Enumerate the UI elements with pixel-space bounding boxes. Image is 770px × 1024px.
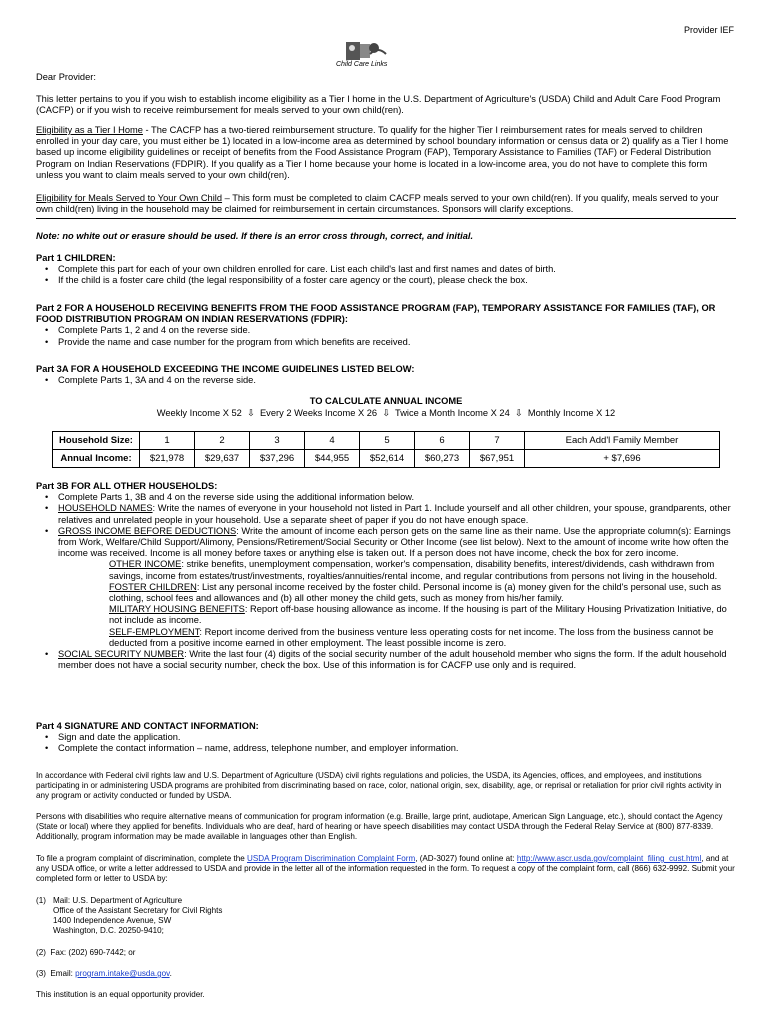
income-cell: $29,637 <box>195 450 250 468</box>
each-additional-value: + $7,696 <box>525 450 720 468</box>
other-income-item <box>109 559 736 581</box>
complaint-url-link[interactable]: http://www.ascr.usda.gov/complaint_filing_cust.html <box>516 854 702 863</box>
household-names-label: HOUSEHOLD NAMES <box>58 503 153 514</box>
part1-list <box>36 264 736 286</box>
table-row <box>53 432 720 450</box>
own-child-text: – This form must be completed to claim CACFP meals served to your own child(ren). If you qualify, meals served to your own child(ren) living in the household may be claimed for reimbursement in certain circumstances. Sponsors will clarify exceptions. <box>36 193 719 215</box>
list-item <box>58 526 736 649</box>
foster-children-item <box>109 582 736 604</box>
income-table <box>52 431 720 468</box>
size-cell: 7 <box>470 432 525 450</box>
part3b-list <box>36 492 736 671</box>
ssn-text: : Write the last four (4) digits of the social security number of the adult household member who signs the form. If the adult household member does not have a social security number, check the box. Use of this information is for CACFP use only and is required. <box>58 649 727 671</box>
child-care-links-logo <box>334 40 390 76</box>
part4-heading: Part 4 SIGNATURE AND CONTACT INFORMATION: <box>36 721 259 731</box>
part3b-heading: Part 3B FOR ALL OTHER HOUSEHOLDS: <box>36 481 218 491</box>
military-housing-text: : Report off-base housing allowance as income. If the housing is part of the Military Housing Privatization Initiative, do not include as income. <box>109 604 727 626</box>
email-link[interactable]: program.intake@usda.gov <box>75 969 170 978</box>
size-cell: 6 <box>415 432 470 450</box>
list-item: • If the child is a foster care child (the legal responsibility of a foster care agency or the court), please check the box. <box>58 275 736 286</box>
military-housing-label: MILITARY HOUSING BENEFITS <box>109 604 245 615</box>
income-cell: $21,978 <box>140 450 195 468</box>
email-label: (3) Email: <box>36 969 76 978</box>
list-item: • Complete the contact information – name, address, telephone number, and employer information. <box>58 743 736 754</box>
foster-children-text: : List any personal income received by the foster child. Personal income is (a) money given for the child's personal use, such as clothing, school fees and allowances and (b) all other money the child gets, such as money from his/her family. <box>109 581 722 604</box>
part3a-section <box>36 364 736 386</box>
equal-opportunity-statement: This institution is an equal opportunity provider. <box>36 990 205 999</box>
salutation: Dear Provider: <box>36 72 96 82</box>
military-housing-item <box>109 604 736 626</box>
annual-income-label: Annual Income: <box>53 450 140 468</box>
list-item: • Complete Parts 1, 3B and 4 on the reverse side using the additional information below. <box>58 492 736 503</box>
ssn-label: SOCIAL SECURITY NUMBER <box>58 649 185 660</box>
income-cell: $37,296 <box>250 450 305 468</box>
income-cell: $67,951 <box>470 450 525 468</box>
income-cell: $44,955 <box>305 450 360 468</box>
other-income-label: OTHER INCOME <box>109 559 182 570</box>
part4-list <box>36 732 736 754</box>
size-cell: 5 <box>360 432 415 450</box>
part3b-section <box>36 481 736 671</box>
civil-rights-statement: In accordance with Federal civil rights law and U.S. Department of Agriculture (USDA) civil rights regulations and policies, the USDA, its Agencies, offices, and employees, and institutions participating in or administering USDA programs are prohibited from discriminating based on race, color, national origin, sex, disability, age, or reprisal or retaliation for prior civil rights activity in any program or activity conducted or funded by USDA. <box>36 771 722 800</box>
email-period: . <box>169 969 172 978</box>
part1-section <box>36 253 736 287</box>
mail-block <box>36 896 736 906</box>
calc-heading: TO CALCULATE ANNUAL INCOME <box>309 396 463 406</box>
divider <box>36 218 736 219</box>
mail-line-2: Office of the Assistant Secretary for Civil Rights <box>53 906 223 915</box>
list-item: • Complete this part for each of your own children enrolled for care. List each child's last and first names and dates of birth. <box>58 264 736 275</box>
mail-line-3: 1400 Independence Avenue, SW <box>53 916 172 925</box>
complaint-form-link[interactable]: USDA Program Discrimination Complaint Form <box>246 854 416 863</box>
intro-paragraph: This letter pertains to you if you wish to establish income eligibility as a Tier I home in the U.S. Department of Agriculture's (USDA) Child and Adult Care Food Program (CACFP) or if you wish to receive reimbursement for meals served to your own child(ren). <box>36 94 721 116</box>
complaint-paragraph <box>36 854 736 884</box>
calc-line: Weekly Income X 52 ⇩ Every 2 Weeks Income X 26 ⇩ Twice a Month Income X 24 ⇩ Monthly Income X 12 <box>156 408 616 418</box>
self-employment-label: SELF-EMPLOYMENT <box>109 626 200 637</box>
self-employment-item <box>109 627 736 649</box>
fax-line: (2) Fax: (202) 690-7442; or <box>36 948 136 957</box>
list-item: • Complete Parts 1, 3A and 4 on the reverse side. <box>58 375 736 386</box>
complaint-text-mid: , (AD-3027) found online at: <box>415 854 517 863</box>
size-cell: 2 <box>195 432 250 450</box>
list-item <box>58 503 736 525</box>
size-cell: 3 <box>250 432 305 450</box>
income-types <box>58 559 736 649</box>
list-item: • Sign and date the application. <box>58 732 736 743</box>
mail-number: (1) <box>36 896 46 905</box>
list-item <box>58 649 736 671</box>
part3a-heading: Part 3A FOR A HOUSEHOLD EXCEEDING THE INCOME GUIDELINES LISTED BELOW: <box>36 364 415 374</box>
tier1-paragraph <box>36 125 736 181</box>
part3a-list <box>36 375 736 386</box>
self-employment-text: : Report income derived from the business venture less operating costs for net income. The loss from the business cannot be deducted from a positive income earned in other employment. The least possible income is zero. <box>109 626 714 648</box>
gross-income-text: : Write the amount of income each person gets on the same line as their name. Use the appropriate column(s): Earnings from Work, Welfare/Child Support/Alimony, Pensions/Retirement/Social Security or Other Income (see list below). Next to the amount of income write how often the income was received. Income is all money before taxes or anything else is taken out. If a person does not have income, check the box for zero income. <box>58 525 731 559</box>
table-row <box>53 450 720 468</box>
tier1-heading: Eligibility as a Tier I Home <box>36 125 143 135</box>
mail-line-1: Mail: U.S. Department of Agriculture <box>53 896 183 905</box>
own-child-paragraph <box>36 193 736 215</box>
note: Note: no white out or erasure should be used. If there is an error cross through, correct, and initial. <box>36 231 474 241</box>
part4-section <box>36 721 736 755</box>
own-child-heading: Eligibility for Meals Served to Your Own Child <box>36 193 223 203</box>
complaint-text-post: , and at any USDA office, or write a letter addressed to USDA and provide in the letter all of the information requested in the form. To request a copy of the complaint form, call (866) 632-9992. Submit your completed form or letter to USDA by: <box>36 854 735 883</box>
household-names-text: : Write the names of everyone in your household not listed in Part 1. Include yourself and all other children, your spouse, grandparents, other relatives and unrelated people in your household. Use a separate sheet of paper if you do not have enough space. <box>58 503 731 525</box>
mail-address <box>36 896 736 936</box>
size-cell: 4 <box>305 432 360 450</box>
gross-income-label: GROSS INCOME BEFORE DEDUCTIONS <box>58 525 237 536</box>
mail-line-4: Washington, D.C. 20250-9410; <box>53 926 164 935</box>
complaint-text-pre: To file a program complaint of discrimination, complete the <box>36 854 247 863</box>
household-size-label: Household Size: <box>53 432 140 450</box>
part2-heading: Part 2 FOR A HOUSEHOLD RECEIVING BENEFITS FROM THE FOOD ASSISTANCE PROGRAM (FAP), TEMPORARY ASSISTANCE FOR FAMILIES (TAF), OR FOOD DISTRIBUTION PROGRAM ON INDIAN RESERVATIONS (FDPIR): <box>36 303 716 325</box>
disabilities-statement: Persons with disabilities who require alternative means of communication for program information (e.g. Braille, large print, audiotape, American Sign Language, etc.), should contact the Agency (State or local) where they applied for benefits. Individuals who are deaf, hard of hearing or have speech disabilities may contact USDA through the Federal Relay Service at (800) 877-8339. Additionally, program information may be made available in languages other than English. <box>36 812 723 841</box>
size-cell: 1 <box>140 432 195 450</box>
income-cell: $60,273 <box>415 450 470 468</box>
list-item: • Provide the name and case number for the program from which benefits are received. <box>58 337 736 348</box>
logo-text: Child Care Links <box>336 61 388 68</box>
part2-list <box>36 325 736 347</box>
email-line <box>36 969 736 979</box>
other-income-text: : strike benefits, unemployment compensation, worker's compensation, disability benefits, interest/dividends, cash withdrawn from savings, income from estates/trust/investments, royalties/annuities/rental income, and regular contributions from persons not living in the household. <box>109 559 718 581</box>
list-item: • Complete Parts 1, 2 and 4 on the reverse side. <box>58 325 736 336</box>
form-id: Provider IEF <box>683 25 734 35</box>
each-additional-label: Each Add'l Family Member <box>525 432 720 450</box>
foster-children-label: FOSTER CHILDREN <box>109 581 197 592</box>
part2-section <box>36 303 736 348</box>
income-cell: $52,614 <box>360 450 415 468</box>
tier1-text: - The CACFP has a two-tiered reimbursement structure. To qualify for the higher Tier I reimbursement rates for meals served to children enrolled in your day care, you must either be 1) located in a low-income area as determined by school boundary information or census data or 2) qualify as a Tier I home based up income eligibility guidelines or receipt of benefits from the Food Assistance Program (FAP), Temporary Assistance to Families (TAF) or Federal Distribution Program on Indian Reservations (FDPIR). If you qualify as a Tier I home because your home is located in a low-income area, you do not have to complete this form unless you want to claim meals served to your own child(ren). <box>36 125 729 180</box>
part1-heading: Part 1 CHILDREN: <box>36 253 116 263</box>
